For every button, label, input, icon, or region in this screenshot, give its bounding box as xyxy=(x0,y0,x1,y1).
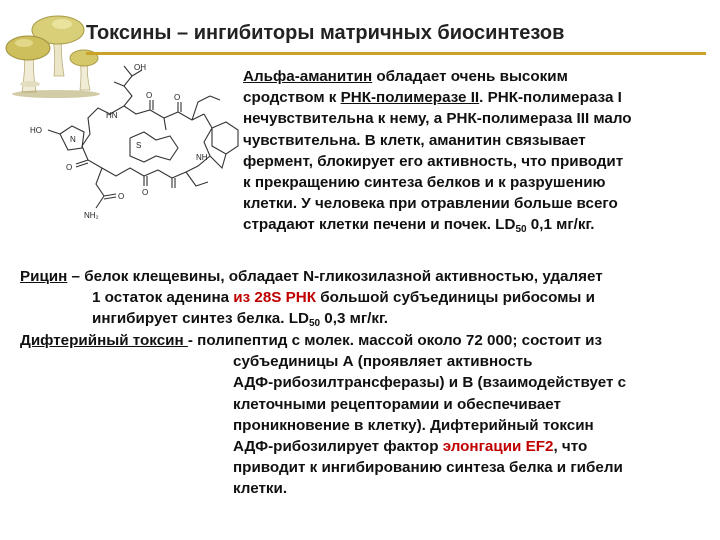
molecule-label-nh: NH xyxy=(196,153,208,162)
title-underline xyxy=(86,52,706,55)
molecule-label-o-3: O xyxy=(66,163,73,172)
diphtheria-line-7: приводит к ингибированию синтеза белка и гибели xyxy=(233,459,623,477)
diphtheria-line-5: проникновение в клетку). Дифтерийный токсин xyxy=(233,416,594,434)
ricin-line-2-post: большой субъединицы рибосомы и xyxy=(316,289,595,307)
ricin-line-1: – белок клещевины, обладает N-гликозилазной активностью, удаляет xyxy=(67,268,603,285)
ricin-ld50-subscript: 50 xyxy=(308,318,321,330)
molecule-label-o-5: O xyxy=(118,192,125,201)
amanitin-line-4: чувствительна. В клетк, аманитин связывает xyxy=(243,131,586,149)
elongation-ef2-term: элонгации EF2 xyxy=(442,438,554,456)
ricin-paragraph xyxy=(20,266,720,335)
molecule-label-ho: HO xyxy=(30,126,42,135)
amanitin-line-3: нечувствительна к нему, а РНК-полимераза III мало xyxy=(243,110,632,128)
molecule-label-o-4: O xyxy=(142,188,149,197)
amanitin-line-2-post: . РНК-полимераза I xyxy=(479,89,622,107)
diphtheria-line-8: клетки. xyxy=(233,480,288,498)
28s-rna-term: из 28S РНК xyxy=(233,289,317,307)
molecule-label-o-1: O xyxy=(146,91,153,100)
molecule-label-s: S xyxy=(136,141,142,150)
diphtheria-line-4: клеточными рецепторамии и обеспечивает xyxy=(233,395,561,413)
molecule-label-o-2: O xyxy=(174,93,181,102)
amanitin-term: Альфа-аманитин xyxy=(243,68,373,85)
diphtheria-line-6-pre: АДФ-рибозилирует фактор xyxy=(233,438,443,456)
diphtheria-line-1: - полипептид с молек. массой около 72 000; состоит из xyxy=(187,332,602,349)
ricin-line-3-pre: ингибирует синтез белка. LD xyxy=(92,310,309,328)
slide-title: Токсины – ингибиторы матричных биосинтезов xyxy=(86,22,565,44)
amanitin-line-1: обладает очень высоким xyxy=(372,68,568,85)
amanitin-line-5: фермент, блокирует его активность, что приводит xyxy=(243,152,624,170)
amanitin-structure-diagram xyxy=(26,56,248,224)
molecule-label-nh2: NH₂ xyxy=(84,211,99,220)
ld50-subscript: 50 xyxy=(515,224,527,236)
amanitin-paragraph xyxy=(243,66,713,241)
amanitin-line-2-pre: сродством к xyxy=(243,89,341,107)
diphtheria-line-3: АДФ-рибозилтрансферазы) и В (взаимодействует с xyxy=(233,374,627,392)
molecule-label-oh: OH xyxy=(134,63,146,72)
diphtheria-line-6-post: , что xyxy=(553,438,588,456)
amanitin-line-6: к прекращению синтеза белков и к разрушению xyxy=(243,174,606,192)
amanitin-ld50-value: 0,1 мг/кг. xyxy=(526,216,595,234)
molecule-label-n: N xyxy=(70,135,76,144)
diphtheria-toxin-term: Дифтерийный токсин xyxy=(20,332,188,349)
rna-polymerase-ii-term: РНК-полимеразе II xyxy=(340,89,480,107)
amanitin-line-7: клетки. У человека при отравлении больше всего xyxy=(243,195,618,213)
diphtheria-line-2: субъединицы А (проявляет активность xyxy=(233,353,533,371)
diphtheria-paragraph xyxy=(20,330,720,500)
ricin-ld50-value: 0,3 мг/кг. xyxy=(320,310,389,328)
ricin-line-2-pre: 1 остаток аденина xyxy=(92,289,234,307)
molecule-label-hn: HN xyxy=(106,111,118,120)
ricin-term: Рицин xyxy=(20,268,68,285)
amanitin-line-8-pre: страдают клетки печени и почек. LD xyxy=(243,216,516,234)
